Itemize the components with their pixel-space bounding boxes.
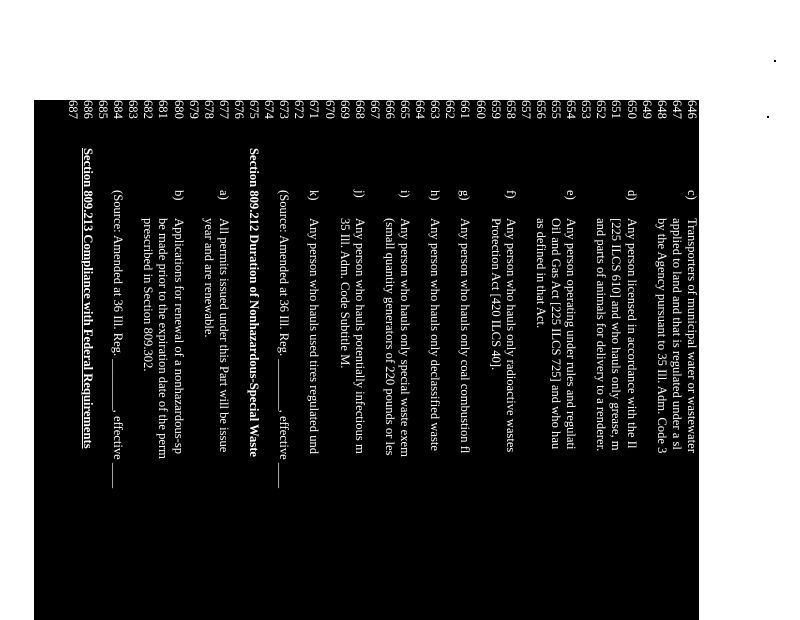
line-number: 683 bbox=[126, 100, 141, 119]
document-line bbox=[231, 100, 246, 620]
line-number: 675 bbox=[247, 100, 262, 119]
body-text: All permits issued under this Part will be issue bbox=[216, 218, 231, 453]
subsection-label: c) bbox=[685, 190, 699, 200]
line-number: 666 bbox=[383, 100, 397, 119]
line-number: 685 bbox=[96, 100, 111, 119]
document-line bbox=[156, 100, 171, 620]
line-number: 652 bbox=[594, 100, 609, 119]
document-line bbox=[654, 100, 669, 620]
document-line bbox=[669, 100, 684, 620]
document-line bbox=[291, 100, 306, 620]
section-heading: Section 809.213 Compliance with Federal Requirements bbox=[81, 148, 95, 449]
document-line bbox=[684, 100, 699, 620]
line-number: 679 bbox=[186, 100, 201, 119]
subsection-label: h) bbox=[428, 190, 443, 201]
line-number: 680 bbox=[171, 100, 186, 119]
line-number: 649 bbox=[639, 100, 654, 119]
line-number: 654 bbox=[564, 100, 579, 119]
line-number: 646 bbox=[685, 100, 699, 119]
body-text: year and are renewable. bbox=[201, 218, 216, 338]
line-number: 664 bbox=[413, 100, 428, 119]
rotated-document-scan bbox=[34, 100, 699, 620]
body-text: Any person licensed in accordance with the Il bbox=[624, 218, 639, 449]
document-line bbox=[201, 100, 216, 620]
document-line bbox=[593, 100, 608, 620]
document-line bbox=[140, 100, 155, 620]
body-text: and parts of animals for delivery to a renderer. bbox=[594, 218, 609, 452]
document-line bbox=[427, 100, 442, 620]
line-number: 662 bbox=[443, 100, 458, 119]
document-line bbox=[639, 100, 654, 620]
subsection-label: g) bbox=[458, 190, 473, 201]
body-text: Any person who hauls only special waste exem bbox=[398, 218, 413, 457]
subsection-label: j) bbox=[352, 190, 367, 198]
body-text: Oil and Gas Act [225 ILCS 725] and who hau bbox=[549, 218, 564, 450]
document-line bbox=[563, 100, 578, 620]
document-line bbox=[473, 100, 488, 620]
line-number: 660 bbox=[473, 100, 488, 119]
document-line bbox=[95, 100, 110, 620]
line-number: 657 bbox=[518, 100, 533, 119]
body-text: applied to land and that is regulated under a sl bbox=[669, 218, 684, 450]
subsection-label: d) bbox=[624, 190, 639, 201]
line-number: 661 bbox=[458, 100, 473, 119]
document-line bbox=[186, 100, 201, 620]
document-line bbox=[533, 100, 548, 620]
document-line bbox=[412, 100, 427, 620]
line-number: 672 bbox=[292, 100, 307, 119]
line-number: 671 bbox=[307, 100, 322, 119]
document-line bbox=[261, 100, 276, 620]
body-text: (small quantity generators of 220 pounds or les bbox=[383, 218, 397, 456]
document-line bbox=[397, 100, 412, 620]
document-line bbox=[367, 100, 382, 620]
document-line bbox=[442, 100, 457, 620]
document-line bbox=[503, 100, 518, 620]
line-number: 670 bbox=[322, 100, 337, 119]
body-text: 35 Ill. Adm. Code Subtitle M. bbox=[337, 218, 352, 369]
line-number: 673 bbox=[277, 100, 292, 119]
line-number: 667 bbox=[367, 100, 382, 119]
line-number: 647 bbox=[669, 100, 684, 119]
document-line bbox=[80, 100, 95, 620]
document-line bbox=[65, 100, 80, 620]
line-number: 663 bbox=[428, 100, 443, 119]
body-text: Any person who hauls only radioactive wastes bbox=[503, 218, 518, 453]
body-text: prescribed in Section 809.302. bbox=[141, 218, 156, 372]
line-number: 658 bbox=[503, 100, 518, 119]
line-number: 650 bbox=[624, 100, 639, 119]
line-number: 651 bbox=[609, 100, 624, 119]
body-text: Applications for renewal of a nonhazardous-sp bbox=[171, 218, 186, 455]
line-number: 684 bbox=[111, 100, 126, 119]
line-number: 687 bbox=[65, 100, 80, 119]
document-line bbox=[171, 100, 186, 620]
document-line bbox=[458, 100, 473, 620]
document-line bbox=[548, 100, 563, 620]
body-text: Any person who hauls only declassified waste bbox=[428, 218, 443, 451]
body-text: Any person who hauls potentially infectious m bbox=[352, 218, 367, 454]
subsection-label: b) bbox=[171, 190, 186, 201]
document-line bbox=[125, 100, 140, 620]
line-number: 648 bbox=[654, 100, 669, 119]
line-number: 686 bbox=[81, 100, 95, 119]
line-number: 682 bbox=[141, 100, 156, 119]
document-line bbox=[624, 100, 639, 620]
body-text: Protection Act [420 ILCS 40]. bbox=[488, 218, 503, 371]
body-text: by the Agency pursuant to 35 Ill. Adm. Code 3 bbox=[654, 218, 669, 454]
line-number: 655 bbox=[549, 100, 564, 119]
speck-mark bbox=[767, 116, 769, 118]
document-page bbox=[34, 100, 699, 620]
line-number: 665 bbox=[398, 100, 413, 119]
document-line bbox=[518, 100, 533, 620]
line-number: 668 bbox=[352, 100, 367, 119]
subsection-label: i) bbox=[398, 190, 413, 198]
document-line bbox=[110, 100, 125, 620]
body-text: as defined in that Act. bbox=[534, 218, 548, 329]
source-note: (Source: Amended at 36 Ill. Reg. ________, effective ____ bbox=[277, 190, 292, 489]
line-number: 677 bbox=[216, 100, 231, 119]
document-line bbox=[216, 100, 231, 620]
document-line bbox=[488, 100, 503, 620]
subsection-label: f) bbox=[503, 190, 518, 199]
source-note: (Source: Amended at 36 Ill. Reg. ________, effective ____ bbox=[111, 190, 126, 489]
body-text: Transporters of municipal water or wastewater bbox=[685, 218, 699, 453]
line-number: 678 bbox=[201, 100, 216, 119]
body-text: be made prior to the expiration date of the perm bbox=[156, 218, 171, 459]
body-text: [225 ILCS 610] and who hauls only grease, m bbox=[609, 218, 624, 451]
document-line bbox=[337, 100, 352, 620]
document-line bbox=[307, 100, 322, 620]
line-number: 653 bbox=[579, 100, 594, 119]
body-text: Any person operating under rules and regulati bbox=[564, 218, 579, 450]
line-number: 669 bbox=[337, 100, 352, 119]
document-line bbox=[246, 100, 261, 620]
document-line bbox=[276, 100, 291, 620]
line-number: 676 bbox=[232, 100, 246, 119]
line-number: 681 bbox=[156, 100, 171, 119]
line-number: 656 bbox=[534, 100, 548, 119]
document-line bbox=[609, 100, 624, 620]
body-text: Any person who hauls only coal combustion fl bbox=[458, 218, 473, 454]
speck-mark bbox=[774, 60, 776, 62]
document-line bbox=[382, 100, 397, 620]
subsection-label: a) bbox=[216, 190, 231, 200]
line-number: 674 bbox=[262, 100, 277, 119]
subsection-label: e) bbox=[564, 190, 579, 200]
document-line bbox=[578, 100, 593, 620]
line-number: 659 bbox=[488, 100, 503, 119]
document-line bbox=[352, 100, 367, 620]
section-heading: Section 809.212 Duration of Nonhazardous-Special Waste bbox=[247, 148, 262, 458]
document-line bbox=[322, 100, 337, 620]
subsection-label: k) bbox=[307, 190, 322, 201]
body-text: Any person who hauls used tires regulated und bbox=[307, 218, 322, 455]
